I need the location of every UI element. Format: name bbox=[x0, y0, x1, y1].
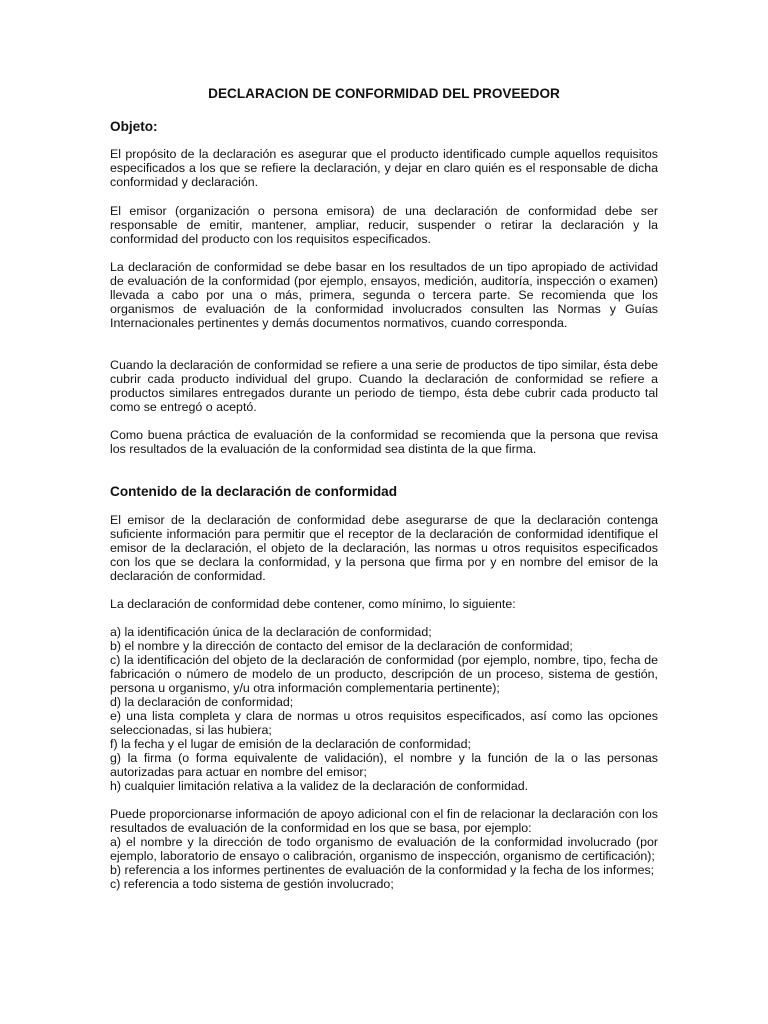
list-item: d) la declaración de conformidad; bbox=[110, 695, 294, 709]
document-title: DECLARACION DE CONFORMIDAD DEL PROVEEDOR bbox=[208, 86, 560, 101]
list-item: f) la fecha y el lugar de emisión de la declaración de conformidad; bbox=[110, 737, 471, 751]
paragraph-objeto-base: La declaración de conformidad se debe basar en los resultados de un tipo apropiado de actividad de evaluación de la conformidad (por ejemplo, ensayos, medición, auditoría, inspección o examen) llevada a cabo por una o más, primera, segunda o tercera parte. Se recomienda que los organismos de evaluación de la conformidad involucrados consulten las Normas y Guías Internacionales pertinentes y demás documentos normativos, cuando corresponda. bbox=[110, 260, 658, 330]
list-item: b) el nombre y la dirección de contacto del emisor de la declaración de conformidad; bbox=[110, 639, 573, 653]
list-item: g) la firma (o forma equivalente de validación), el nombre y la función de la o las personas autorizadas para actuar en nombre del emisor; bbox=[110, 751, 658, 779]
list-item: h) cualquier limitación relativa a la validez de la declaración de conformidad. bbox=[110, 779, 529, 793]
list-item: b) referencia a los informes pertinentes de evaluación de la conformidad y la fecha de los informes; bbox=[110, 863, 655, 877]
support-info-block bbox=[110, 807, 658, 891]
requirements-list bbox=[110, 625, 658, 793]
list-item: c) referencia a todo sistema de gestión involucrado; bbox=[110, 877, 394, 891]
paragraph-objeto-proposito: El propósito de la declaración es asegurar que el producto identificado cumple aquellos requisitos especificados a los que se refiere la declaración, y dejar en claro quién es el responsable de dicha conformidad y declaración. bbox=[110, 147, 658, 189]
section-heading-objeto: Objeto: bbox=[110, 119, 158, 134]
support-intro: Puede proporcionarse información de apoyo adicional con el fin de relacionar la declaración con los resultados de evaluación de la conformidad en los que se basa, por ejemplo: bbox=[110, 807, 658, 835]
paragraph-objeto-emisor: El emisor (organización o persona emisora) de una declaración de conformidad debe ser responsable de emitir, mantener, ampliar, reducir, suspender o retirar la declaración y la conformidad del producto con los requisitos especificados. bbox=[110, 204, 658, 246]
paragraph-objeto-buena-practica: Como buena práctica de evaluación de la conformidad se recomienda que la persona que revisa los resultados de la evaluación de la conformidad sea distinta de la que firma. bbox=[110, 428, 658, 456]
list-item: c) la identificación del objeto de la declaración de conformidad (por ejemplo, nombre, tipo, fecha de fabricación o número de modelo de un producto, descripción de un proceso, sistema de gestión, persona u organismo, y/u otra información complementaria pertinente); bbox=[110, 653, 658, 695]
paragraph-contenido-emisor: El emisor de la declaración de conformidad debe asegurarse de que la declaración contenga suficiente información para permitir que el receptor de la declaración de conformidad identifique el emisor de la declaración, el objeto de la declaración, las normas u otros requisitos especificados con los que se declara la conformidad, y la persona que firma por y en nombre del emisor de la declaración de conformidad. bbox=[110, 513, 658, 583]
paragraph-contenido-minimo: La declaración de conformidad debe contener, como mínimo, lo siguiente: bbox=[110, 597, 516, 611]
list-item: a) el nombre y la dirección de todo organismo de evaluación de la conformidad involucrado (por ejemplo, laboratorio de ensayo o calibración, organismo de inspección, organismo de certificación); bbox=[110, 835, 658, 863]
paragraph-objeto-serie: Cuando la declaración de conformidad se refiere a una serie de productos de tipo similar, ésta debe cubrir cada producto individual del grupo. Cuando la declaración de conformidad se refiere a productos similares entregados durante un periodo de tiempo, ésta debe cubrir cada producto tal como se entregó o aceptó. bbox=[110, 358, 658, 414]
list-item: e) una lista completa y clara de normas u otros requisitos especificados, así como las opciones seleccionadas, si las hubiera; bbox=[110, 709, 658, 737]
list-item: a) la identificación única de la declaración de conformidad; bbox=[110, 625, 432, 639]
section-heading-contenido: Contenido de la declaración de conformidad bbox=[110, 484, 398, 499]
